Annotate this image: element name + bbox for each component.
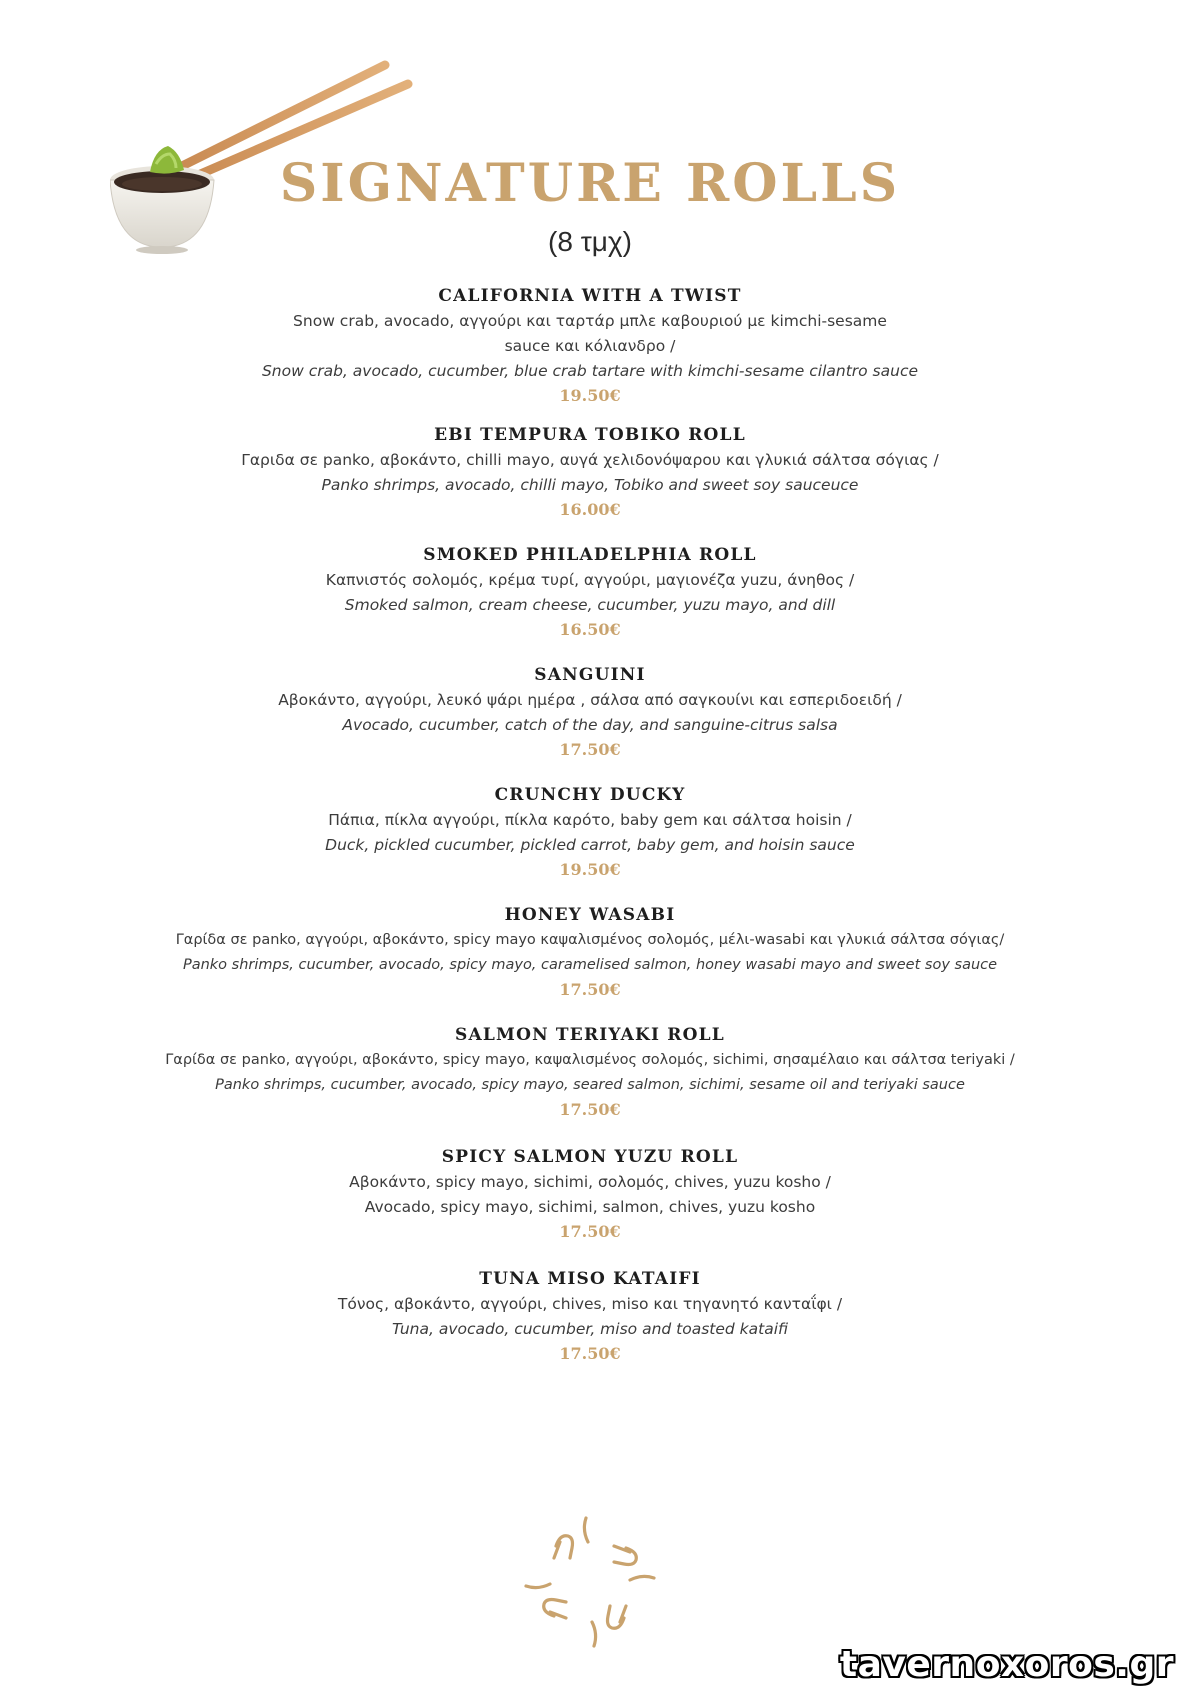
item-price: 17.50€ [559, 740, 621, 759]
item-description-greek: Γαρίδα σε panko, αγγούρι, αβοκάντο, spicy mayo, καψαλισμένος σολομός, sichimi, σησαμέλαιο και σάλτσα teriyaki / [165, 1052, 1015, 1068]
item-description-english: Smoked salmon, cream cheese, cucumber, yuzu mayo, and dill [344, 596, 836, 614]
item-name: CALIFORNIA WITH A TWIST [438, 286, 742, 306]
item-description-greek: Τόνος, αβοκάντο, αγγούρι, chives, miso και τηγανητό κανταΐφι / [337, 1295, 843, 1313]
watermark: tavernoxoros.gr [839, 1644, 1174, 1685]
item-description-english: Snow crab, avocado, cucumber, blue crab tartare with kimchi-sesame cilantro sauce [261, 362, 919, 380]
item-description-english: Avocado, spicy mayo, sichimi, salmon, chives, yuzu kosho [364, 1198, 816, 1216]
item-description-greek: Αβοκάντο, αγγούρι, λευκό ψάρι ημέρα , σάλσα από σαγκουίνι και εσπεριδοειδή / [278, 691, 902, 709]
item-description-greek: Snow crab, avocado, αγγούρι και ταρτάρ μπλε καβουριού με kimchi-sesame sauce και κόλιανδρο / [293, 312, 887, 355]
item-price: 17.50€ [559, 1222, 621, 1241]
item-description-greek: Αβοκάντο, spicy mayo, sichimi, σολομός, chives, yuzu kosho / [349, 1173, 831, 1191]
item-name: SANGUINI [534, 665, 646, 685]
menu-item [0, 1024, 1180, 1122]
item-price: 19.50€ [559, 386, 621, 405]
item-description-greek: Γαρίδα σε panko, αγγούρι, αβοκάντο, spicy mayo καψαλισμένος σολομός, μέλι-wasabi και γλυκιά σάλτσα σόγιας/ [175, 932, 1005, 948]
menu-item [0, 784, 1180, 882]
item-description-english: Panko shrimps, avocado, chilli mayo, Tobiko and sweet soy sauceuce [321, 476, 859, 494]
item-price: 16.50€ [559, 620, 621, 639]
item-name: SPICY SALMON YUZU ROLL [441, 1147, 739, 1167]
item-name: EBI TEMPURA TOBIKO ROLL [434, 425, 746, 445]
item-name: SALMON TERIYAKI ROLL [455, 1025, 725, 1045]
page-subtitle: (8 τμχ) [548, 226, 632, 257]
menu-item [0, 424, 1180, 522]
menu-item [0, 664, 1180, 762]
item-description-english: Tuna, avocado, cucumber, miso and toasted kataifi [391, 1320, 789, 1338]
menu-item [0, 285, 1180, 408]
item-price: 16.00€ [559, 500, 621, 519]
menu-item [0, 1146, 1180, 1244]
item-description-greek: Καπνιστός σολομός, κρέμα τυρί, αγγούρι, μαγιονέζα yuzu, άνηθος / [325, 571, 855, 589]
menu-item [0, 904, 1180, 1002]
item-price: 17.50€ [559, 1100, 621, 1119]
menu-item [0, 1268, 1180, 1366]
page-title: SIGNATURE ROLLS [279, 153, 901, 214]
item-description-english: Duck, pickled cucumber, pickled carrot, baby gem, and hoisin sauce [325, 836, 855, 854]
item-description-english: Panko shrimps, cucumber, avocado, spicy mayo, caramelised salmon, honey wasabi mayo and sweet soy sauce [182, 957, 998, 973]
item-description-english: Avocado, cucumber, catch of the day, and sanguine-citrus salsa [342, 716, 838, 734]
item-name: TUNA MISO KATAIFI [479, 1269, 701, 1289]
item-price: 17.50€ [559, 980, 621, 999]
item-name: CRUNCHY DUCKY [494, 785, 686, 805]
menu-item [0, 544, 1180, 642]
item-description-greek: Γαριδα σε panko, αβοκάντο, chilli mayo, αυγά χελιδονόψαρου και γλυκιά σάλτσα σόγιας / [241, 451, 939, 469]
item-description-english: Panko shrimps, cucumber, avocado, spicy mayo, seared salmon, sichimi, sesame oil and teriyaki sauce [215, 1077, 965, 1093]
decorative-logo-icon [520, 1512, 660, 1652]
item-name: SMOKED PHILADELPHIA ROLL [423, 545, 757, 565]
item-description-greek: Πάπια, πίκλα αγγούρι, πίκλα καρότο, baby gem και σάλτσα hoisin / [328, 811, 852, 829]
item-price: 17.50€ [559, 1344, 621, 1363]
item-name: HONEY WASABI [504, 905, 676, 925]
item-price: 19.50€ [559, 860, 621, 879]
